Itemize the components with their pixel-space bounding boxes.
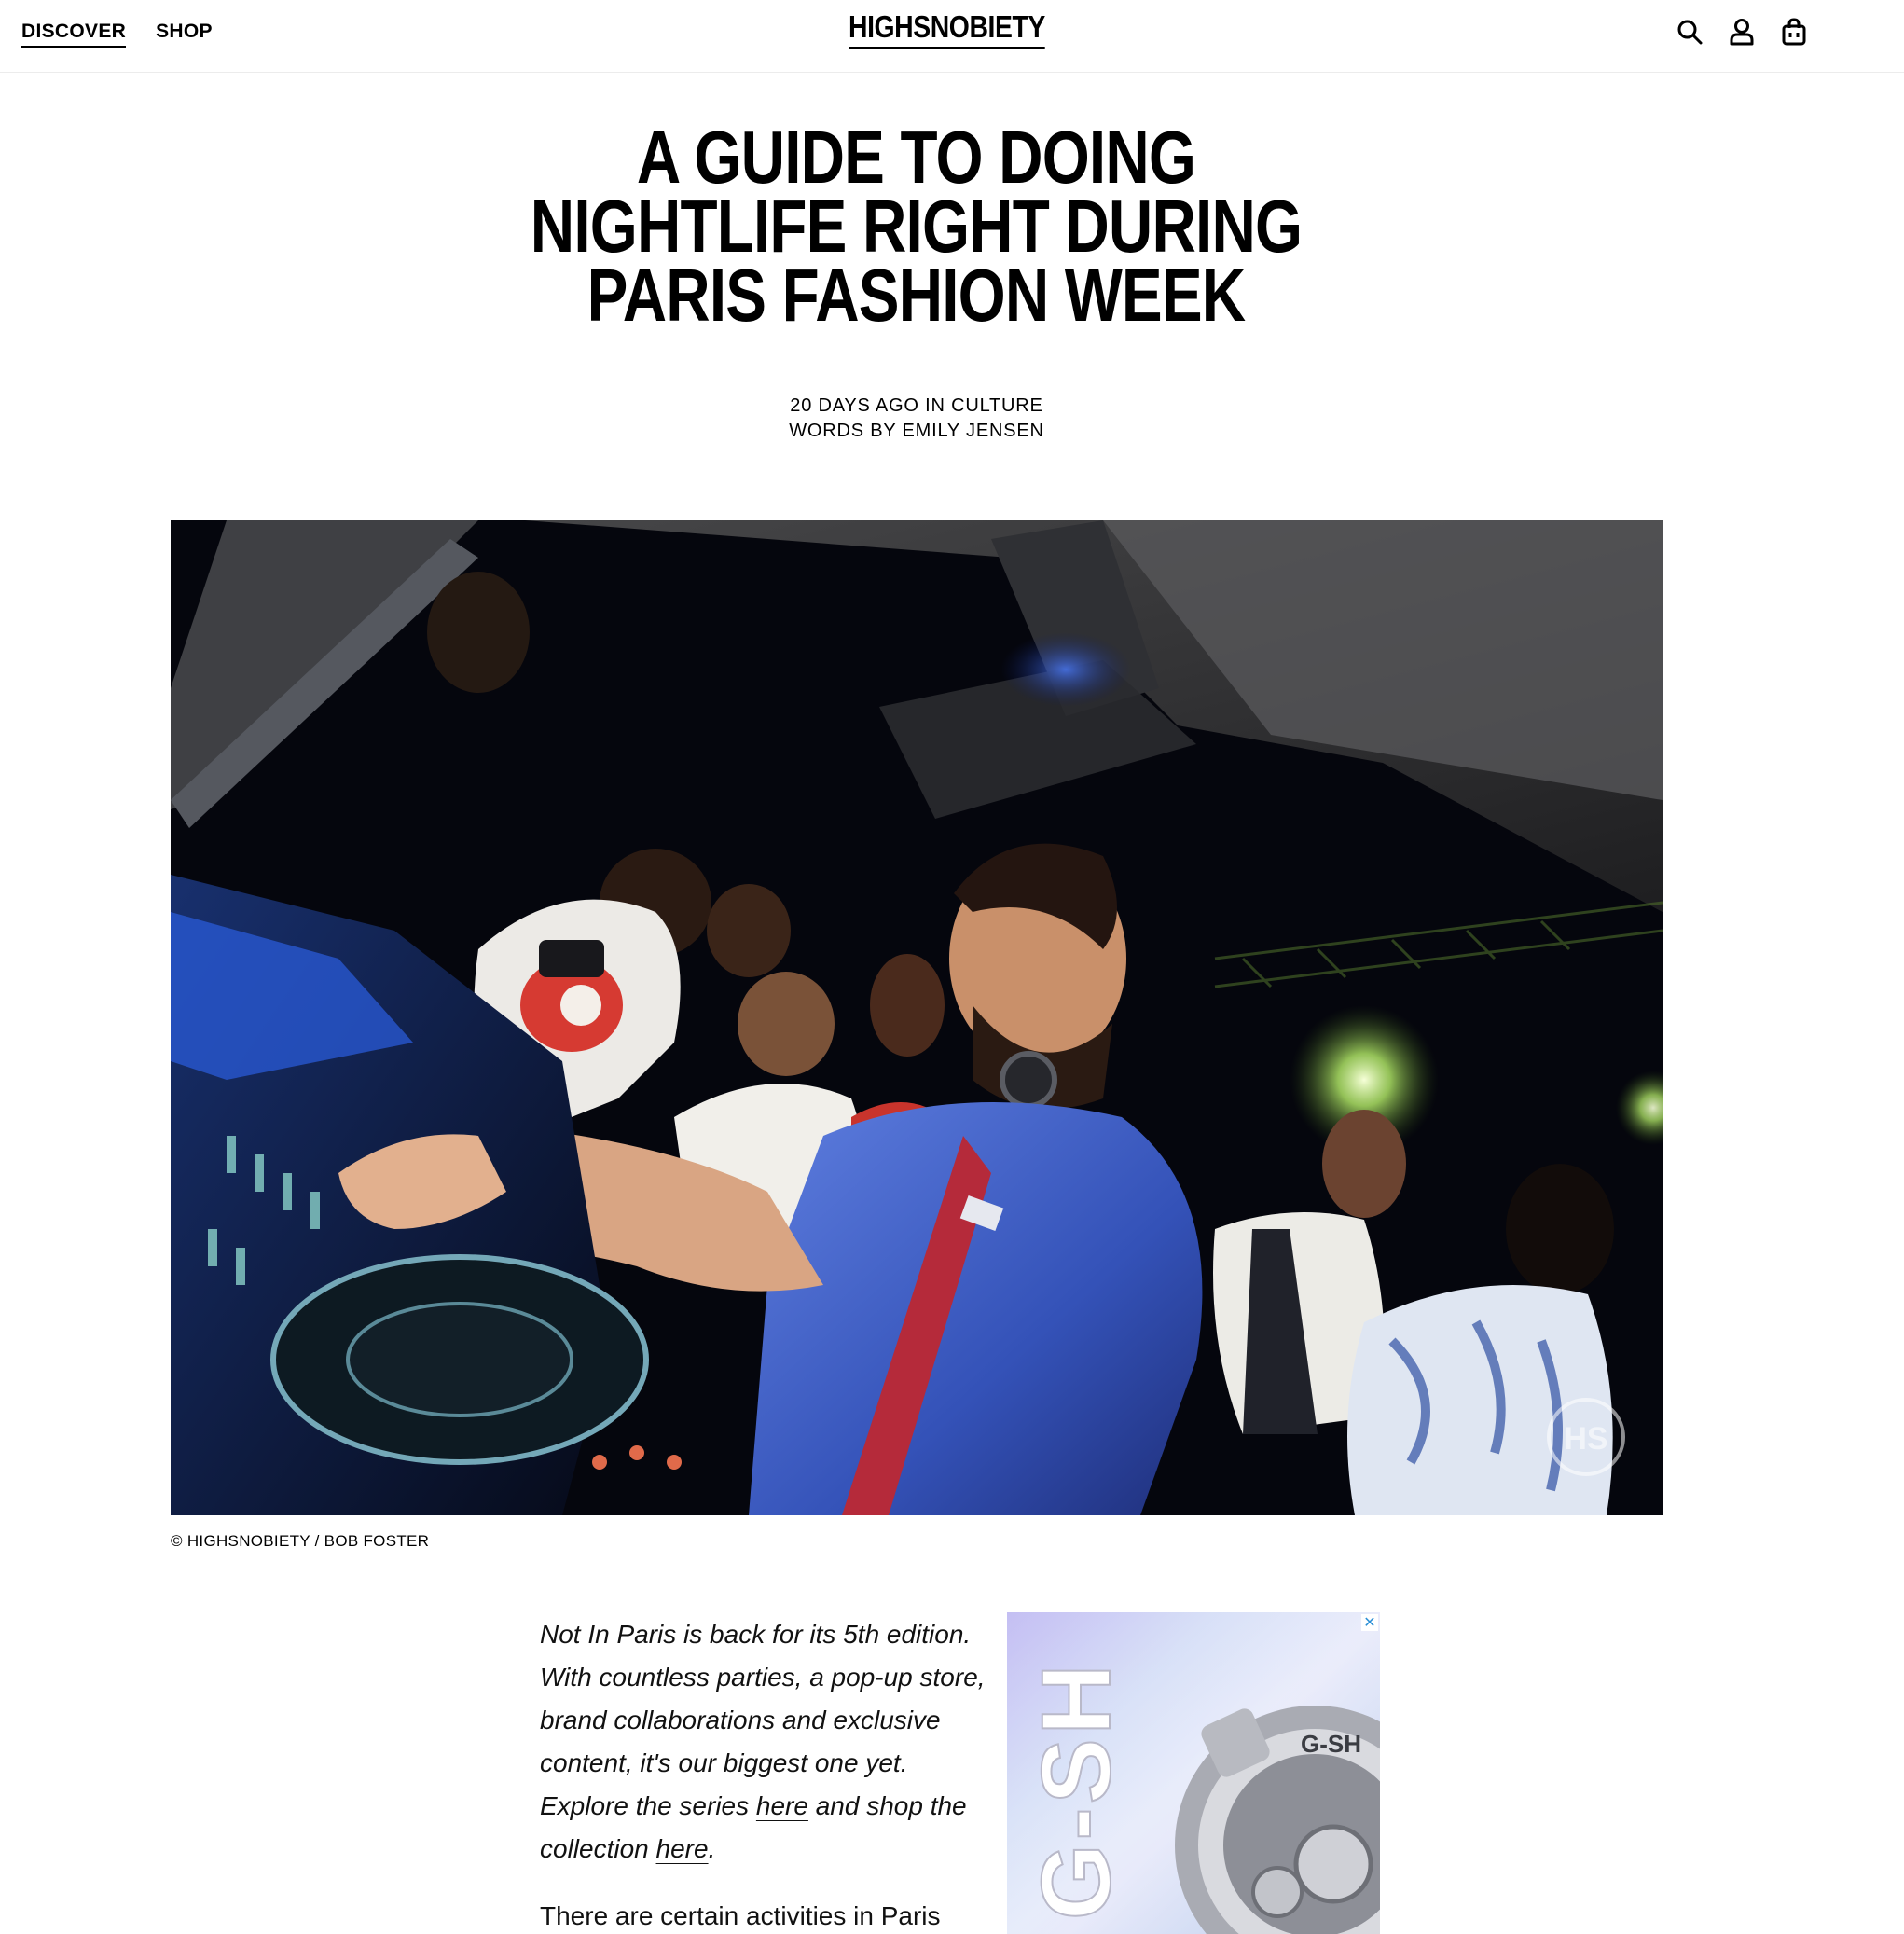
site-header bbox=[0, 0, 1904, 73]
intro-part-1: Not In Paris is back for its 5th edition. With countless parties, a pop-up store, brand collaborations and exclusive content, it's our biggest one yet. Explore the series bbox=[540, 1620, 986, 1820]
category-link[interactable]: CULTURE bbox=[951, 395, 1043, 416]
bag-icon[interactable] bbox=[1779, 15, 1809, 48]
hero-image bbox=[171, 520, 1663, 1515]
article-body bbox=[540, 1613, 987, 1934]
intro-part-3: . bbox=[708, 1834, 716, 1863]
primary-nav bbox=[21, 21, 213, 48]
series-link[interactable]: here bbox=[755, 1791, 808, 1820]
collection-link[interactable]: here bbox=[655, 1834, 709, 1863]
article-time: 20 DAYS AGO IN bbox=[790, 395, 945, 416]
site-logo[interactable]: HIGHSNOBIETY bbox=[849, 9, 1045, 49]
ad-brand-text: G-SH bbox=[1022, 1660, 1131, 1920]
nav-shop[interactable]: SHOP bbox=[156, 21, 213, 42]
ad-close-icon[interactable]: ✕ bbox=[1361, 1614, 1378, 1631]
header-actions bbox=[1675, 15, 1809, 48]
image-credit: © HIGHSNOBIETY / BOB FOSTER bbox=[171, 1532, 430, 1550]
article-intro bbox=[540, 1613, 987, 1871]
intro-part-2: and shop the collection bbox=[540, 1791, 967, 1863]
nav-discover[interactable]: DISCOVER bbox=[21, 21, 126, 48]
article-date-line bbox=[637, 394, 1196, 419]
author-link[interactable]: EMILY JENSEN bbox=[902, 421, 1044, 441]
author-prefix: WORDS BY bbox=[789, 421, 897, 441]
article-meta bbox=[637, 394, 1196, 444]
advertisement[interactable] bbox=[1007, 1612, 1380, 1934]
watermark-text: HS bbox=[1564, 1421, 1608, 1457]
article-paragraph: There are certain activities in Paris bbox=[540, 1901, 941, 1930]
article-title: A GUIDE TO DOING NIGHTLIFE RIGHT DURING PARIS FASHION WEEK bbox=[530, 116, 1303, 337]
search-icon[interactable] bbox=[1675, 15, 1704, 48]
watch-brand-text: G-SH bbox=[1301, 1730, 1361, 1758]
watch-illustration bbox=[1175, 1706, 1380, 1934]
account-icon[interactable] bbox=[1727, 15, 1757, 48]
article-author-line bbox=[637, 419, 1196, 444]
